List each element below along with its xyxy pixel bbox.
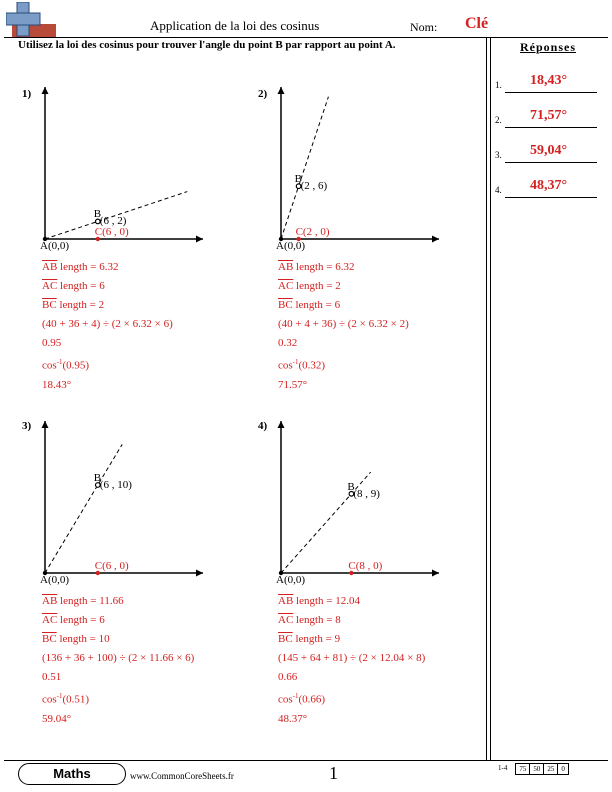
x-axis-arrow <box>432 570 439 577</box>
angle-result: 18.43° <box>42 378 72 391</box>
point-b-name: B <box>93 208 102 221</box>
y-axis-arrow <box>42 87 49 94</box>
angle-result: 59.04° <box>42 712 72 725</box>
y-axis-arrow <box>42 421 49 428</box>
x-axis-arrow <box>432 236 439 243</box>
ratio: 0.95 <box>42 337 62 349</box>
point-a-label: A(0,0) <box>276 574 306 586</box>
ac-length: $\overline{AC}$ length = 2 <box>278 280 341 292</box>
name-label: Nom: <box>410 20 438 34</box>
work-block <box>278 258 409 395</box>
answer-value: 48,37° <box>530 178 568 193</box>
site-url[interactable]: www.CommonCoreSheets.fr <box>130 771 234 781</box>
x-axis-arrow <box>196 570 203 577</box>
score-cell: 75 <box>515 763 530 775</box>
score-table <box>496 763 569 775</box>
footer-divider <box>4 760 608 761</box>
bc-length: $\overline{BC}$ length = 2 <box>42 299 105 311</box>
page-number: 1 <box>329 763 338 783</box>
point-c-label: C(6 , 0) <box>94 226 129 238</box>
score-cell: 0 <box>557 763 569 775</box>
ray-ab <box>45 444 122 573</box>
point-b-coord: (2 , 6) <box>300 180 328 193</box>
answer-value: 18,43° <box>530 73 568 88</box>
maths-badge: Maths <box>18 763 126 785</box>
point-a-label: A(0,0) <box>276 240 306 252</box>
formula: (136 + 36 + 100) ÷ (2 × 11.66 × 6) <box>42 652 195 664</box>
y-axis-arrow <box>278 87 285 94</box>
point-b-name: B <box>347 480 355 493</box>
point-b-name: B <box>294 173 302 186</box>
problem-label: 1) <box>22 88 32 100</box>
ac-length: $\overline{AC}$ length = 6 <box>42 280 105 292</box>
ratio: 0.51 <box>42 671 62 683</box>
angle-result: 71.57° <box>278 378 308 391</box>
ratio: 0.32 <box>278 337 298 349</box>
arccos: $\cos^{-1}(0.66)$ <box>278 692 326 706</box>
x-axis-arrow <box>196 236 203 243</box>
answer-value: 71,57° <box>530 108 568 123</box>
bc-length: $\overline{BC}$ length = 10 <box>42 633 110 645</box>
problem-label: 4) <box>258 420 268 432</box>
page-title: Application de la loi des cosinus <box>150 18 320 33</box>
bc-length: $\overline{BC}$ length = 9 <box>278 633 341 645</box>
work-block <box>278 592 425 729</box>
point-c-label: C(6 , 0) <box>94 560 129 572</box>
score-cell: 50 <box>529 763 544 775</box>
answer-number: 1. <box>495 80 502 90</box>
point-a-label: A(0,0) <box>40 574 70 586</box>
point-c-label: C(2 , 0) <box>295 226 330 238</box>
point-c-label: C(8 , 0) <box>348 560 383 572</box>
name-value: Clé <box>465 15 489 32</box>
answer-number: 2. <box>495 115 502 125</box>
point-b-coord: (8 , 9) <box>353 487 380 500</box>
problem-label: 2) <box>258 88 268 100</box>
work-block <box>42 258 173 395</box>
point-a-label: A(0,0) <box>40 240 70 252</box>
ray-ab <box>281 97 328 239</box>
ratio: 0.66 <box>278 671 298 683</box>
problem-label: 3) <box>22 420 32 432</box>
point-b-coord: (6 , 10) <box>99 479 132 491</box>
arccos: $\cos^{-1}(0.32)$ <box>278 358 326 372</box>
formula: (40 + 36 + 4) ÷ (2 × 6.32 × 6) <box>42 318 173 330</box>
angle-result: 48.37° <box>278 712 308 725</box>
ac-length: $\overline{AC}$ length = 8 <box>278 614 341 626</box>
answers-title: Réponses <box>520 40 577 54</box>
point-b-name: B <box>93 472 102 484</box>
answer-number: 4. <box>495 185 502 195</box>
formula: (145 + 64 + 81) ÷ (2 × 12.04 × 8) <box>278 652 426 664</box>
formula: (40 + 4 + 36) ÷ (2 × 6.32 × 2) <box>278 318 409 330</box>
work-block <box>42 592 194 729</box>
point-b-coord: (6 , 2) <box>99 215 127 228</box>
score-cell: 25 <box>543 763 558 775</box>
score-range: 1-4 <box>498 764 508 772</box>
y-axis-arrow <box>278 421 285 428</box>
ab-length: $\overline{AB}$ length = 11.66 <box>42 595 124 607</box>
ab-length: $\overline{AB}$ length = 12.04 <box>278 595 360 607</box>
bc-length: $\overline{BC}$ length = 6 <box>278 299 341 311</box>
arccos: $\cos^{-1}(0.95)$ <box>42 358 90 372</box>
answer-number: 3. <box>495 150 502 160</box>
arccos: $\cos^{-1}(0.51)$ <box>42 692 90 706</box>
ac-length: $\overline{AC}$ length = 6 <box>42 614 105 626</box>
ab-length: $\overline{AB}$ length = 6.32 <box>278 261 355 273</box>
answer-value: 59,04° <box>530 143 568 158</box>
instructions: Utilisez la loi des cosinus pour trouver l'angle du point B par rapport au point A. <box>18 39 396 51</box>
ab-length: $\overline{AB}$ length = 6.32 <box>42 261 119 273</box>
